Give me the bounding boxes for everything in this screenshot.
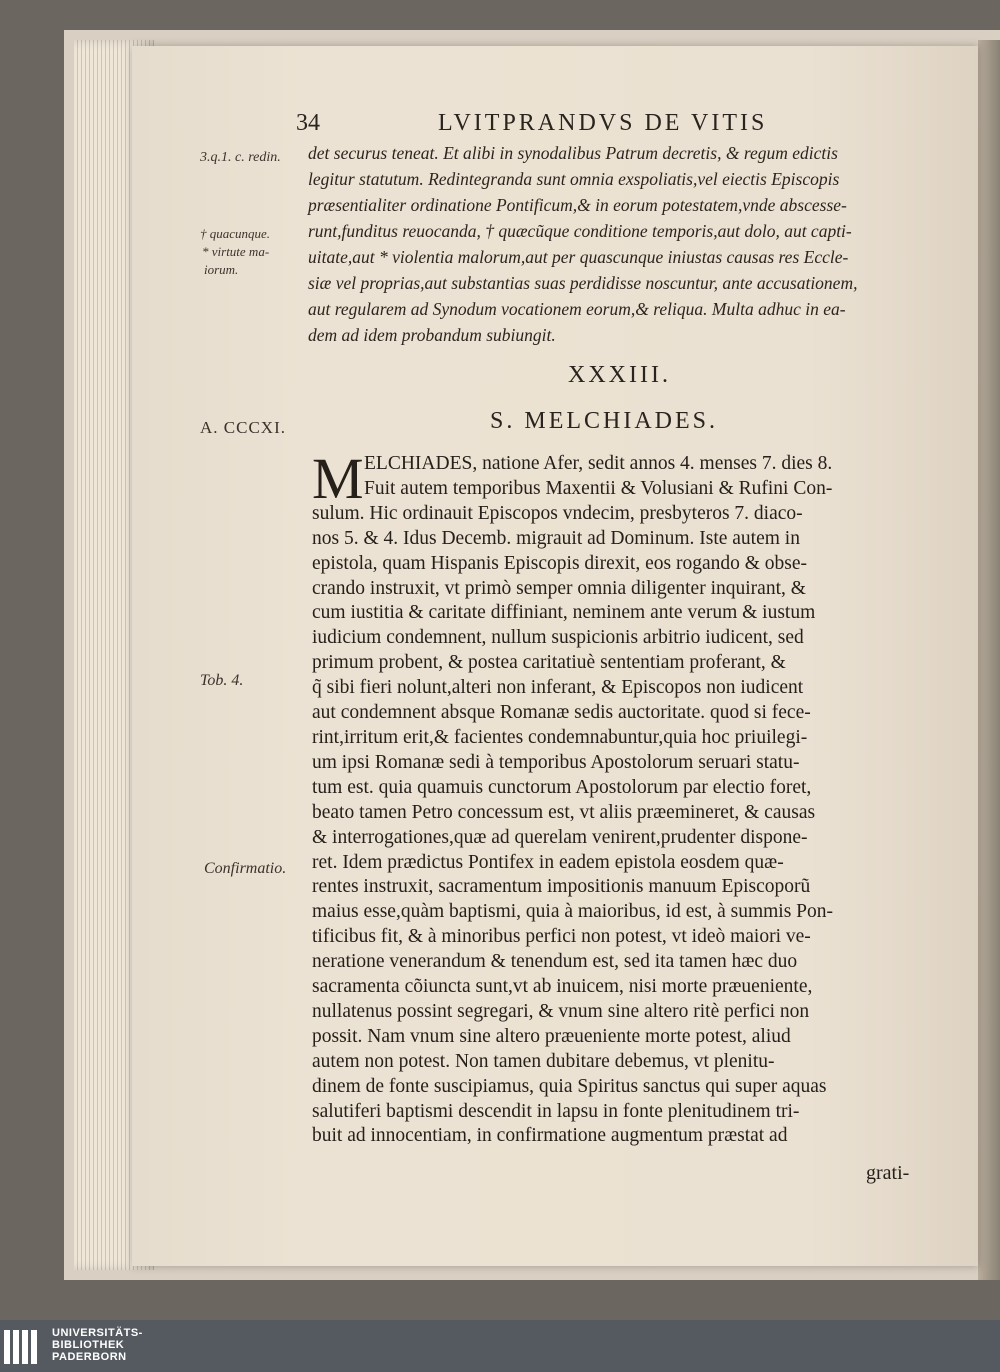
body-line: crando instruxit, vt primò semper omnia diligenter inquirant, & — [312, 577, 806, 599]
body-line: tificibus fit, & à minoribus perfici non potest, vt ideò maiori ve- — [312, 926, 811, 948]
body-line: maius esse,quàm baptismi, quia à maioribus, id est, à summis Pon- — [312, 901, 834, 923]
body-line: iudicium condemnent, nullum suspicionis arbitrio iudicent, sed — [312, 627, 804, 649]
body-line: tum est. quia quamuis cunctorum Apostolorum par electio foret, — [312, 776, 812, 798]
margin-note-confirmatio: Confirmatio. — [204, 860, 287, 877]
catchword: grati- — [866, 1162, 910, 1184]
facing-page-edge — [978, 40, 1000, 1280]
body-line: possit. Nam vnum sine altero præueniente morte potest, aliud — [312, 1025, 791, 1047]
chapter-number: XXXIII. — [568, 362, 671, 388]
drop-cap: M — [312, 446, 364, 511]
italic-line: uitate,aut * violentia malorum,aut per quascunque iniustas causas res Eccle- — [308, 247, 849, 267]
body-line: rint,irritum erit,& facientes condemnabuntur,quia hoc priuilegi- — [312, 726, 808, 748]
page-number: 34 — [296, 110, 320, 136]
italic-line: det securus teneat. Et alibi in synodalibus Patrum decretis, & regum edictis — [308, 143, 838, 163]
body-line: sacramenta cõiuncta sunt,vt ab inuicem, nisi morte præueniente, — [312, 976, 813, 998]
italic-line: siæ vel proprias,aut substantias suas perdidisse noscuntur, ante accusationem, — [308, 273, 858, 293]
body-line: primum probent, & postea caritatiuè sententiam proferant, & — [312, 652, 786, 674]
body-line: Fuit autem temporibus Maxentii & Volusiani & Rufini Con- — [364, 477, 833, 499]
margin-note-year: A. CCCXI. — [200, 418, 286, 437]
margin-note-reference: 3.q.1. c. redin. — [200, 150, 281, 165]
body-line: salutiferi baptismi descendit in lapsu in fonte plenitudinem tri- — [312, 1100, 800, 1122]
italic-line: dem ad idem probandum subiungit. — [308, 325, 556, 345]
running-head: LVITPRANDVS DE VITIS — [438, 110, 768, 136]
margin-note-tob: Tob. 4. — [200, 672, 244, 689]
body-line: cum iustitia & caritate diffiniant, neminem ante verum & iustum — [312, 602, 816, 624]
body-line: sulum. Hic ordinauit Episcopos vndecim, presbyteros 7. diaco- — [312, 502, 803, 524]
body-line: nos 5. & 4. Idus Decemb. migrauit ad Dominum. Iste autem in — [312, 527, 800, 549]
italic-line: legitur statutum. Redintegranda sunt omnia exspoliatis,vel eiectis Episcopis — [308, 169, 840, 189]
chapter-title: S. MELCHIADES. — [490, 408, 719, 434]
italic-line: præsentialiter ordinatione Pontificum,& in eorum potestatem,vnde abscesse- — [308, 195, 847, 215]
library-name-line: BIBLIOTHEK — [52, 1339, 125, 1351]
body-line: epistola, quam Hispanis Episcopis direxit, eos rogando & obse- — [312, 552, 808, 574]
body-line: rentes instruxit, sacramentum impositionis manuum Episcoporũ — [312, 876, 811, 898]
library-name-line: PADERBORN — [52, 1351, 127, 1363]
body-line: neratione venerandum & tenendum est, sed ita tamen hæc duo — [312, 951, 798, 973]
library-name-line: UNIVERSITÄTS- — [52, 1327, 143, 1339]
margin-note-iorum: iorum. — [204, 262, 239, 277]
body-line: buit ad innocentiam, in confirmatione augmentum præstat ad — [312, 1125, 788, 1147]
body-line: autem non potest. Non tamen dubitare debemus, vt plenitu- — [312, 1050, 775, 1072]
italic-line: runt,funditus reuocanda, † quæcũque conditione temporis,aut dolo, aut capti- — [308, 221, 852, 241]
italic-quotation — [308, 140, 928, 348]
body-line: dinem de fonte suscipiamus, quia Spiritus sanctus qui super aquas — [312, 1075, 827, 1097]
body-line: um ipsi Romanæ sedi à temporibus Apostolorum seruari statu- — [312, 751, 800, 773]
margin-note-virtute: * virtute ma- — [202, 244, 270, 259]
page-header — [296, 110, 936, 142]
body-text — [312, 446, 924, 1149]
body-line: aut condemnent absque Romanæ sedis auctoritate. quod si fece- — [312, 702, 811, 724]
library-name — [52, 1327, 143, 1363]
body-line: ELCHIADES, natione Afer, sedit annos 4. menses 7. dies 8. — [364, 453, 833, 474]
body-line: nullatenus possint segregari, & vnum sine altero ritè perfici non — [312, 1000, 810, 1022]
margin-note-quacunque: † quacunque. — [200, 226, 271, 241]
body-line: beato tamen Petro concessum est, vt aliis præemineret, & causas — [312, 801, 816, 823]
body-line: q̃ sibi fieri nolunt,alteri non inferant, & Episcopos non iudicent — [312, 677, 804, 699]
body-line: ret. Idem prædictus Pontifex in eadem epistola eosdem quæ- — [312, 851, 784, 873]
body-line: & interrogationes,quæ ad querelam venirent,prudenter dispone- — [312, 826, 808, 848]
library-logo-icon — [4, 1328, 44, 1368]
library-footer — [0, 1320, 1000, 1372]
italic-line: aut regularem ad Synodum vocationem eorum,& reliqua. Multa adhuc in ea- — [308, 299, 846, 319]
